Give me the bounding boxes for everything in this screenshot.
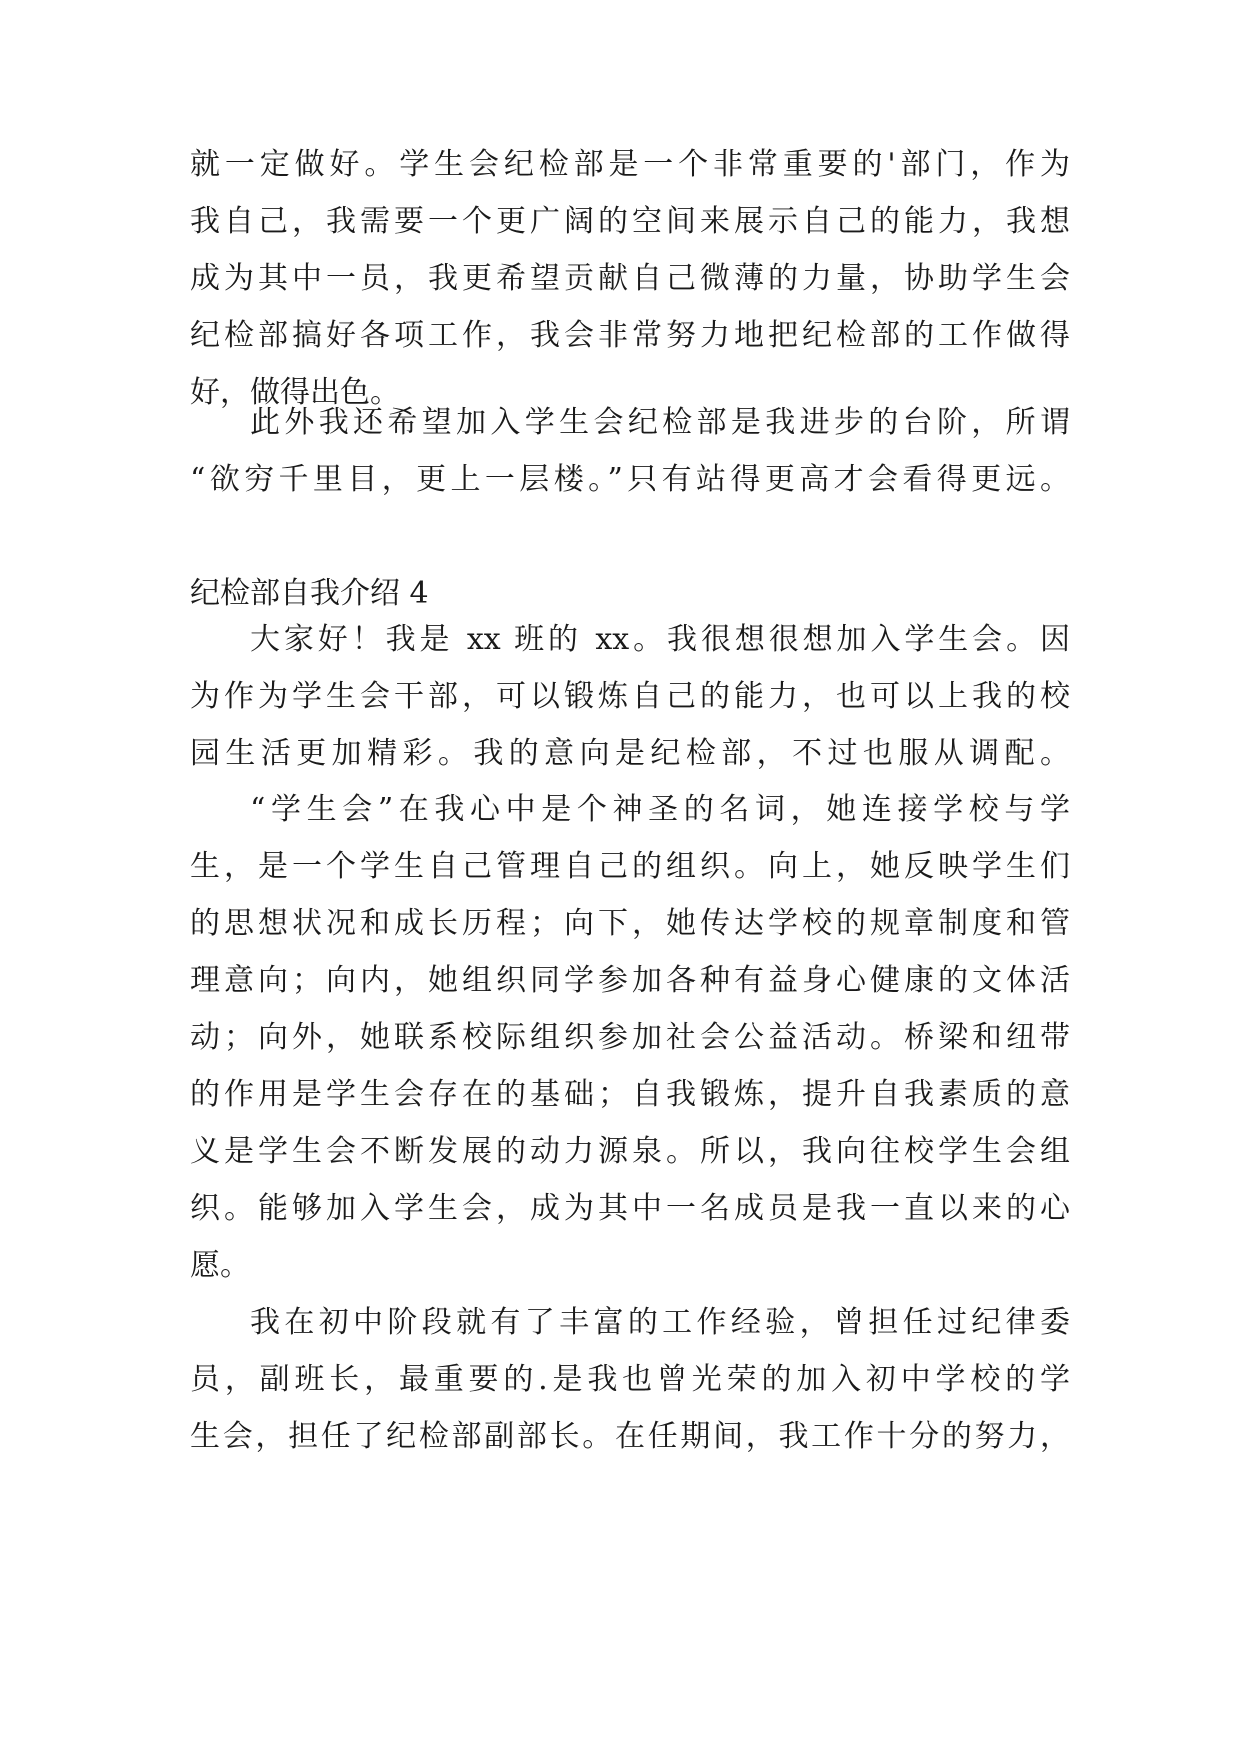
text-line: 园生活更加精彩。我的意向是纪检部，不过也服从调配。 [190, 736, 1070, 771]
text-line: 成为其中一员，我更希望贡献自己微薄的力量，协助学生会 [190, 261, 1070, 296]
text-line: 就一定做好。学生会纪检部是一个非常重要的'部门，作为 [190, 147, 1070, 182]
text-line: 为作为学生会干部，可以锻炼自己的能力，也可以上我的校 [190, 679, 1070, 714]
text-line: 义是学生会不断发展的动力源泉。所以，我向往校学生会组 [190, 1134, 1070, 1169]
text-line: 动；向外，她联系校际组织参加社会公益活动。桥梁和纽带 [190, 1020, 1070, 1055]
text-line: 我自己，我需要一个更广阔的空间来展示自己的能力，我想 [190, 204, 1070, 239]
text-line: 的作用是学生会存在的基础；自我锻炼，提升自我素质的意 [190, 1077, 1070, 1112]
text-line: 理意向；向内，她组织同学参加各种有益身心健康的文体活 [190, 963, 1070, 998]
text-line: 纪检部搞好各项工作，我会非常努力地把纪检部的工作做得 [190, 318, 1070, 353]
text-line: 织。能够加入学生会，成为其中一名成员是我一直以来的心 [190, 1191, 1070, 1226]
text-line: 员，副班长，最重要的.是我也曾光荣的加入初中学校的学 [190, 1362, 1070, 1397]
text-line: 生，是一个学生自己管理自己的组织。向上，她反映学生们 [190, 849, 1070, 884]
text-line: “学生会”在我心中是个神圣的名词，她连接学校与学 [250, 792, 1070, 827]
text-line: “欲穷千里目，更上一层楼。”只有站得更高才会看得更远。 [190, 462, 1070, 497]
text-line: 愿。 [190, 1248, 250, 1283]
text-line: 此外我还希望加入学生会纪检部是我进步的台阶，所谓 [250, 405, 1070, 440]
text-line: 的思想状况和成长历程；向下，她传达学校的规章制度和管 [190, 906, 1070, 941]
text-line: 生会，担任了纪检部副部长。在任期间，我工作十分的努力， [190, 1419, 1070, 1454]
section-heading: 纪检部自我介绍 4 [190, 576, 429, 611]
text-line: 我在初中阶段就有了丰富的工作经验，曾担任过纪律委 [250, 1305, 1070, 1340]
text-line: 大家好！我是 xx 班的 xx。我很想很想加入学生会。因 [250, 622, 1070, 657]
text-line: 好，做得出色。 [190, 375, 400, 410]
